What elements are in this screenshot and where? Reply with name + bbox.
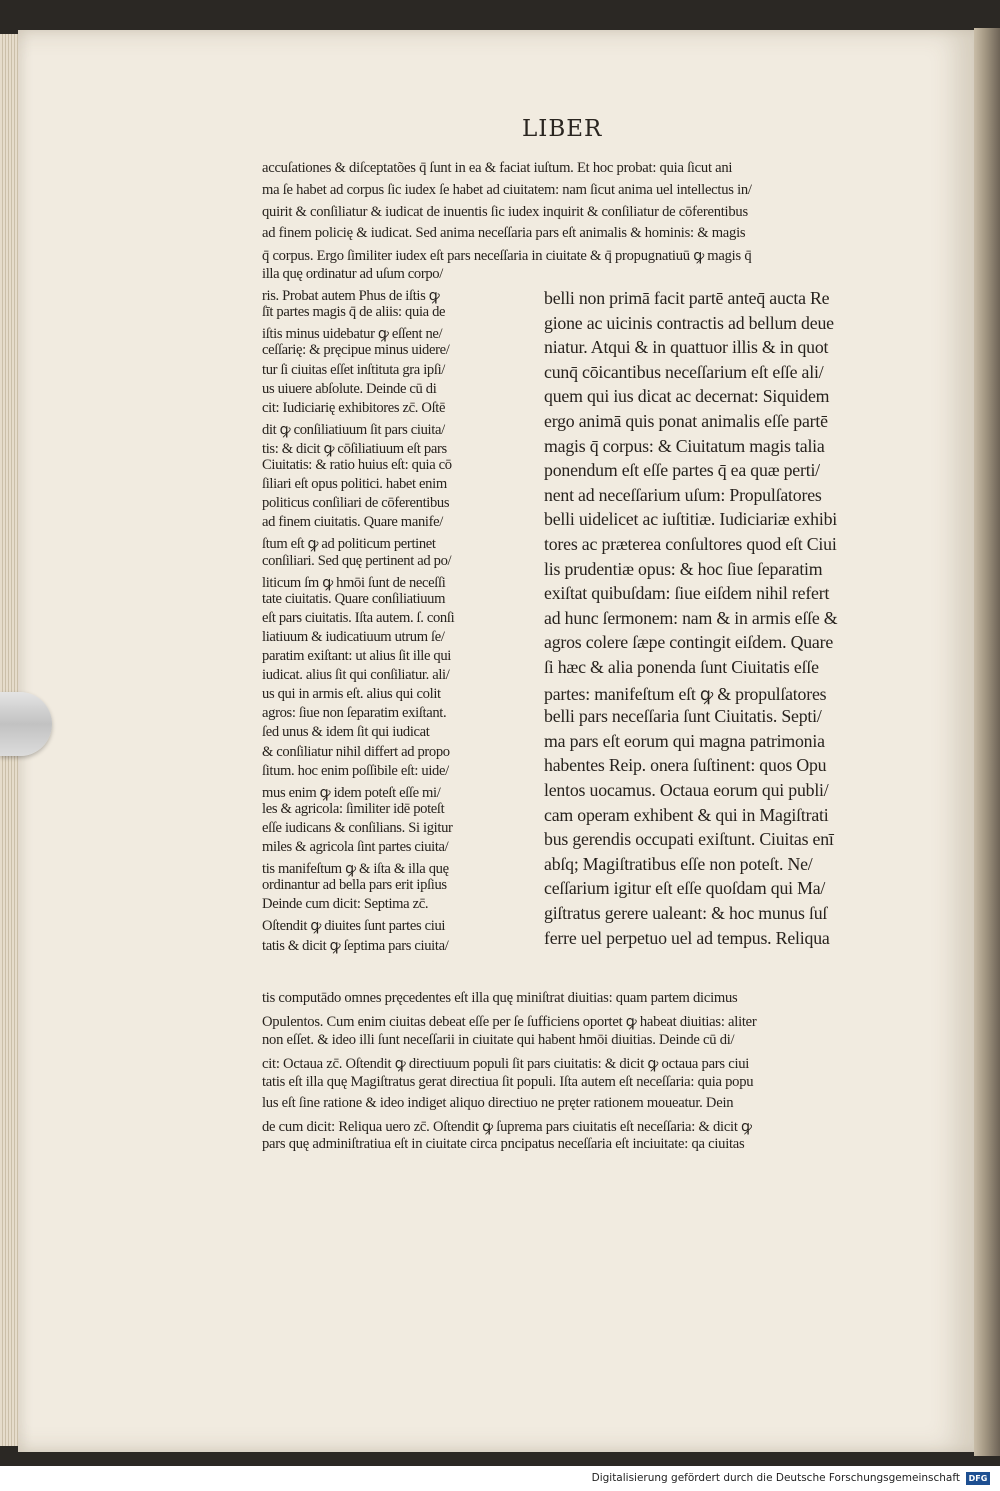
translation-line: bus gerendis occupati exiſtunt. Ciuitas enī (544, 829, 834, 850)
text-line: Opulentos. Cum enim ciuitas debeat eſſe per ſe ſufficiens oportet ꝙ habeat diuitias: aliter (262, 1014, 757, 1030)
commentary-line: liticum ſm ꝙ hmōi ſunt de neceſſi (262, 574, 446, 591)
text-line: tis computādo omnes pręcedentes eſt illa quę miniſtrat diuitias: quam partem dicimus (262, 990, 738, 1006)
commentary-line: les & agricola: ſimiliter idē poteſt (262, 800, 445, 817)
text-line: ad finem policię & iudicat. Sed anima neceſſaria pars eſt animalis & hominis: & magis (262, 225, 746, 241)
commentary-line: ſtum eſt ꝙ ad politicum pertinet (262, 536, 436, 553)
commentary-line: eſſe iudicans & conſilians. Si igitur (262, 819, 453, 836)
commentary-line: conſiliari. Sed quę pertinent ad po/ (262, 552, 452, 569)
translation-line: ma pars eſt eorum qui magna patrimonia (544, 730, 825, 751)
translation-line: belli uidelicet ac iuſtitiæ. Iudiciariæ exhibi (544, 509, 838, 530)
translation-line: ad hunc ſermonem: nam & in armis eſſe & (544, 607, 838, 628)
translation-line: ferre uel perpetuo uel ad tempus. Reliqua (544, 927, 830, 948)
commentary-line: agros: ſiue non ſeparatim exiſtant. (262, 705, 447, 722)
running-head: LIBER (522, 116, 603, 142)
translation-line: cunq̄ cōicantibus neceſſarium eſt eſſe ali/ (544, 361, 824, 382)
commentary-line: tis manifeſtum ꝙ & iſta & illa quę (262, 861, 449, 878)
commentary-line: dit ꝙ conſiliatiuum ſit pars ciuita/ (262, 421, 445, 438)
translation-line: niatur. Atqui & in quattuor illis & in quot (544, 337, 829, 358)
translation-line: belli non primā facit partē anteq̄ aucta Re (544, 288, 830, 308)
text-line: tatis eſt illa quę Magiſtratus gerat directiua ſit populi. Iſta autem eſt neceſſaria: quia popu (262, 1074, 754, 1090)
commentary-line: Deinde cum dicit: Septima zc̄. (262, 896, 429, 913)
translation-line: belli pars neceſſaria ſunt Ciuitatis. Septi/ (544, 706, 822, 727)
text-line: quirit & conſiliatur & iudicat de inuentis ſic iudex inquirit & conſiliatur de cōferentibus (262, 204, 748, 220)
translation-line: gione ac uicinis contractis ad bellum deue (544, 312, 834, 333)
text-line: non eſſet. & ideo illi ſunt neceſſarii in ciuitate qui habent hmōi diuitias. Deinde cū di/ (262, 1032, 735, 1048)
commentary-line: mus enim ꝙ idem poteſt eſſe mi/ (262, 784, 441, 801)
commentary-line: us uiuere abſolute. Deinde cū di (262, 380, 437, 397)
text-line: pars quę adminiſtratiua eſt in ciuitate circa pncipatus neceſſaria eſt inciuitate: qa ciuitas (262, 1136, 745, 1152)
text-line: de cum dicit: Reliqua uero zc̄. Oſtendit ꝙ ſuprema pars ciuitatis eſt neceſſaria: & dicit ꝙ (262, 1119, 752, 1135)
text-line: lus eſt ſine ratione & ideo indiget aliquo directiuo ne pręter rationem moueatur. Dein (262, 1095, 734, 1111)
commentary-line: us qui in armis eſt. alius qui colit (262, 686, 441, 703)
translation-line: ergo animā quis ponat animalis eſſe partē (544, 411, 828, 431)
commentary-line: miles & agricola ſint partes ciuita/ (262, 839, 449, 855)
commentary-line: eſt pars ciuitatis. Iſta autem. ſ. conſi (262, 609, 455, 626)
commentary-line: iſtis minus uidebatur ꝙ eſſent ne/ (262, 326, 443, 343)
book-binding-edge (974, 28, 1000, 1456)
commentary-line: ſed unus & idem ſit qui iudicat (262, 724, 430, 741)
translation-line: quem qui ius dicat ac decernat: Siquidem (544, 386, 830, 407)
translation-line: ponendum eſt eſſe partes q̄ ea quæ perti/ (544, 460, 820, 481)
commentary-line: tatis & dicit ꝙ ſeptima pars ciuita/ (262, 937, 449, 954)
commentary-line: tate ciuitatis. Quare conſiliatiuum (262, 590, 446, 607)
translation-line: ceſſarium igitur eſt eſſe quoſdam qui Ma/ (544, 878, 826, 899)
commentary-line: ceſſarię: & pręcipue minus uidere/ (262, 342, 450, 359)
commentary-line: ris. Probat autem Phus de iſtis ꝙ (262, 288, 440, 305)
commentary-line: tis: & dicit ꝙ cōſiliatiuum eſt pars (262, 440, 447, 457)
commentary-line: iudicat. alius ſit qui conſiliatur. ali/ (262, 667, 450, 684)
commentary-line: illa quę ordinatur ad uſum corpo/ (262, 266, 443, 282)
commentary-line: ſitum. hoc enim poſſibile eſt: uide/ (262, 762, 449, 779)
translation-line: cam operam exhibent & qui in Magiſtrati (544, 804, 829, 825)
translation-line: magis q̄ corpus: & Ciuitatum magis talia (544, 435, 825, 456)
text-line: q̄ corpus. Ergo ſimiliter iudex eſt pars neceſſaria in ciuitate & q̄ propugnatiuū ꝙ magis q̄ (262, 248, 752, 264)
commentary-line: ad finem ciuitatis. Quare manife/ (262, 514, 443, 531)
translation-line: tores ac præterea conſultores quod eſt Ciui (544, 534, 837, 554)
translation-line: partes: manifeſtum eſt ꝙ & propulſatores (544, 683, 827, 704)
commentary-line: politicus conſiliari de cōferentibus (262, 495, 450, 512)
commentary-line: Ciuitatis: & ratio huius eſt: quia cō (262, 457, 452, 473)
dfg-logo: DFG (966, 1472, 990, 1485)
text-line: cit: Octaua zc̄. Oſtendit ꝙ directiuum populi ſit pars ciuitatis: & dicit ꝙ octaua pars ciui (262, 1056, 750, 1072)
translation-line: exiſtat quibuſdam: ſiue eiſdem nihil refert (544, 583, 830, 604)
text-line: accuſationes & diſceptatões q̄ ſunt in ea & faciat iuſtum. Et hoc probat: quia ſicut ani (262, 160, 733, 176)
translation-line: abſq; Magiſtratibus eſſe non poteſt. Ne/ (544, 853, 813, 874)
commentary-line: & conſiliatur nihil differt ad propo (262, 743, 450, 760)
footer-bar (0, 1466, 1000, 1491)
commentary-line: ſīt partes magis q̄ de aliis: quia de (262, 304, 446, 321)
translation-line: habentes Reip. onera ſuſtinent: quos Opu (544, 755, 827, 776)
commentary-line: tur ſi ciuitas eſſet inſtituta gra ipſi/ (262, 361, 445, 378)
commentary-line: paratim exiſtant: ut alius ſit ille qui (262, 648, 452, 664)
translation-line: agros colere ſæpe contingit eiſdem. Quare (544, 632, 834, 653)
commentary-line: ſiliari eſt opus politici. habet enim (262, 476, 447, 493)
translation-line: nent ad neceſſarium uſum: Propulſatores (544, 484, 822, 505)
translation-line: giſtratus gerere ualeant: & hoc munus ſuſ (544, 903, 828, 923)
commentary-line: liatiuum & iudicatiuum utrum ſe/ (262, 628, 445, 645)
text-line: ma ſe habet ad corpus ſic iudex ſe habet ad ciuitatem: nam ſicut anima uel intellectus in/ (262, 182, 752, 198)
translation-line: lentos uocamus. Octaua eorum qui publi/ (544, 780, 829, 800)
commentary-line: ordinantur ad bella pars erit ipſius (262, 877, 447, 894)
commentary-line: cit: Iudiciarię exhibitores zc̄. Oſtē (262, 399, 446, 416)
translation-line: lis prudentiæ opus: & hoc ſiue ſeparatim (544, 558, 823, 579)
translation-line: ſi hæc & alia ponenda ſunt Ciuitatis eſſe (544, 657, 819, 677)
commentary-line: Oſtendit ꝙ diuites ſunt partes ciui (262, 918, 446, 935)
digitization-credit: Digitalisierung gefördert durch die Deutsche Forschungsgemeinschaft (591, 1472, 960, 1484)
